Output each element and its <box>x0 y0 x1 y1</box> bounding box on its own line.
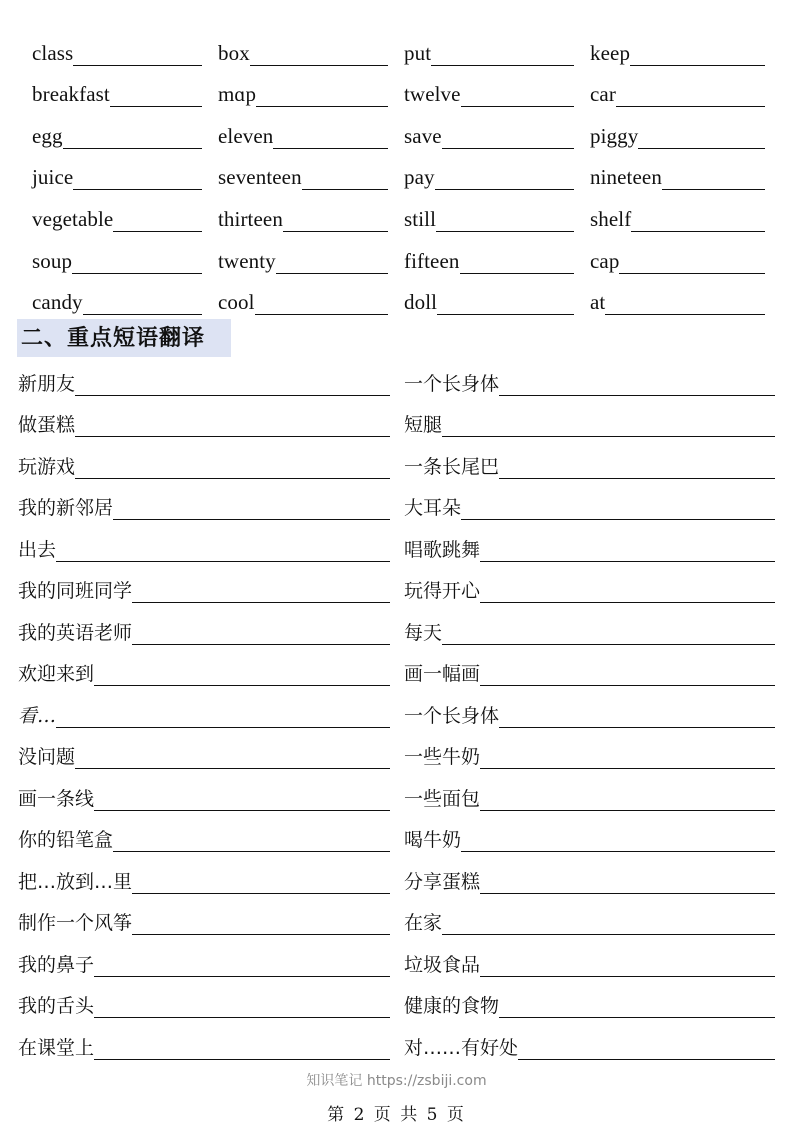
vocab-item <box>32 236 218 278</box>
phrase-item <box>18 568 404 610</box>
phrase-text: 画一幅画 <box>404 663 481 685</box>
vocab-word: piggy <box>590 123 639 148</box>
vocab-item <box>590 278 767 320</box>
phrase-item <box>404 1024 775 1066</box>
answer-blank <box>132 628 390 645</box>
vocab-word: put <box>404 40 432 65</box>
phrase-item <box>18 900 404 942</box>
answer-blank <box>616 88 765 107</box>
phrase-text: 制作一个风筝 <box>18 912 133 934</box>
phrase-text: 每天 <box>404 621 443 644</box>
vocab-word: seventeen <box>218 165 302 190</box>
phrase-item <box>404 609 775 651</box>
answer-blank <box>113 503 390 520</box>
answer-blank <box>480 960 775 977</box>
answer-blank <box>480 545 775 562</box>
phrase-item <box>404 692 775 734</box>
phrase-item <box>18 360 404 402</box>
phrase-text: 画一条线 <box>18 787 95 810</box>
vocab-item <box>218 70 404 112</box>
phrase-text: 我的鼻子 <box>18 953 95 976</box>
phrase-text: 新朋友 <box>18 372 76 395</box>
vocab-word: cap <box>590 248 620 273</box>
answer-blank <box>442 918 775 935</box>
page-number: 第 2 页 共 5 页 <box>327 1105 466 1125</box>
section-title: 二、重点短语翻译 <box>17 319 231 357</box>
vocab-word: thirteen <box>218 206 283 231</box>
answer-blank <box>662 171 765 190</box>
phrase-text: 玩得开心 <box>404 580 481 602</box>
answer-blank <box>110 88 202 107</box>
answer-blank <box>113 213 202 232</box>
vocab-item <box>404 236 590 278</box>
vocab-word: soup <box>32 248 73 273</box>
phrase-item <box>18 402 404 444</box>
vocab-item <box>404 278 590 320</box>
vocab-word: save <box>404 123 442 148</box>
phrase-text: 对……有好处 <box>404 1036 519 1059</box>
vocab-word: shelf <box>590 206 632 231</box>
phrase-text: 欢迎来到 <box>18 663 95 685</box>
vocab-word: eleven <box>218 123 274 148</box>
phrase-item <box>404 817 775 859</box>
answer-blank <box>480 586 775 603</box>
answer-blank <box>283 213 388 232</box>
phrase-item <box>18 734 404 776</box>
phrase-text: 一个长身体 <box>404 372 500 395</box>
answer-blank <box>442 130 574 149</box>
vocab-item <box>218 278 404 320</box>
phrase-item <box>18 817 404 859</box>
answer-blank <box>480 752 775 769</box>
phrase-text: 分享蛋糕 <box>404 870 481 893</box>
answer-blank <box>631 213 765 232</box>
vocab-word: cool <box>218 290 255 315</box>
vocab-word: fifteen <box>404 248 460 273</box>
answer-blank <box>56 711 390 728</box>
answer-blank <box>273 130 388 149</box>
answer-blank <box>75 752 390 769</box>
phrase-text: 喝牛奶 <box>404 829 462 851</box>
phrase-item <box>18 485 404 527</box>
vocab-item <box>218 236 404 278</box>
vocab-item <box>218 111 404 153</box>
vocab-item <box>404 70 590 112</box>
answer-blank <box>437 296 574 315</box>
vocab-item <box>590 28 767 70</box>
phrase-item <box>404 360 775 402</box>
vocab-item <box>218 153 404 195</box>
answer-blank <box>75 462 390 479</box>
vocab-word: nineteen <box>590 165 662 190</box>
vocab-word: breakfast <box>32 82 110 107</box>
vocab-word: vegetable <box>32 206 114 231</box>
phrase-text: 看… <box>18 704 57 727</box>
phrase-item <box>404 734 775 776</box>
phrase-item <box>18 983 404 1025</box>
answer-blank <box>113 835 390 852</box>
vocab-word: candy <box>32 290 83 315</box>
answer-blank <box>56 545 390 562</box>
vocab-item <box>32 153 218 195</box>
phrase-item <box>404 941 775 983</box>
answer-blank <box>480 669 775 686</box>
vocab-word: juice <box>32 165 74 190</box>
vocab-item <box>590 194 767 236</box>
vocab-word: car <box>590 82 616 107</box>
phrase-text: 玩游戏 <box>18 455 76 478</box>
phrase-item <box>404 526 775 568</box>
vocab-item <box>32 70 218 112</box>
phrase-item <box>18 941 404 983</box>
phrase-item <box>404 900 775 942</box>
vocab-item <box>590 153 767 195</box>
vocab-word: mɑp <box>218 82 257 107</box>
vocab-word: twelve <box>404 82 461 107</box>
phrase-item <box>18 1024 404 1066</box>
phrase-text: 做蛋糕 <box>18 414 76 436</box>
phrase-item <box>404 485 775 527</box>
phrase-text: 一个长身体 <box>404 704 500 727</box>
answer-blank <box>94 1043 390 1060</box>
phrase-item <box>404 858 775 900</box>
answer-blank <box>480 794 775 811</box>
watermark: 知识笔记 https://zsbiji.com <box>306 1073 487 1089</box>
phrase-item <box>404 568 775 610</box>
phrase-text: 一些牛奶 <box>404 746 481 768</box>
vocab-item <box>590 111 767 153</box>
phrase-text: 出去 <box>18 538 57 561</box>
answer-blank <box>499 462 775 479</box>
answer-blank <box>132 918 390 935</box>
answer-blank <box>499 711 775 728</box>
answer-blank <box>499 1001 775 1018</box>
phrase-text: 我的同班同学 <box>18 580 133 602</box>
phrase-text: 在课堂上 <box>18 1036 95 1059</box>
phrase-grid <box>18 360 775 1066</box>
answer-blank <box>255 296 388 315</box>
phrase-text: 一条长尾巴 <box>404 455 500 478</box>
vocab-item <box>32 278 218 320</box>
answer-blank <box>75 420 390 437</box>
phrase-text: 垃圾食品 <box>404 953 481 976</box>
answer-blank <box>435 171 574 190</box>
answer-blank <box>63 130 202 149</box>
vocab-item <box>404 194 590 236</box>
vocab-word: class <box>32 40 74 65</box>
answer-blank <box>442 420 775 437</box>
vocab-word: still <box>404 206 437 231</box>
vocab-word: keep <box>590 40 631 65</box>
phrase-item <box>18 858 404 900</box>
answer-blank <box>73 47 202 66</box>
answer-blank <box>256 88 388 107</box>
vocab-item <box>404 28 590 70</box>
phrase-text: 把…放到…里 <box>18 870 133 893</box>
phrase-text: 一些面包 <box>404 787 481 810</box>
phrase-text: 健康的食物 <box>404 995 500 1017</box>
vocab-item <box>218 194 404 236</box>
answer-blank <box>630 47 765 66</box>
vocab-word: egg <box>32 123 63 148</box>
phrase-text: 我的新邻居 <box>18 497 114 519</box>
phrase-text: 在家 <box>404 912 443 934</box>
phrase-item <box>18 443 404 485</box>
answer-blank <box>276 255 388 274</box>
answer-blank <box>75 379 390 396</box>
answer-blank <box>94 1001 390 1018</box>
answer-blank <box>132 586 390 603</box>
answer-blank <box>83 296 202 315</box>
phrase-text: 大耳朵 <box>404 497 462 519</box>
answer-blank <box>619 255 765 274</box>
answer-blank <box>499 379 775 396</box>
vocab-word: at <box>590 290 606 315</box>
answer-blank <box>638 130 765 149</box>
phrase-item <box>404 443 775 485</box>
phrase-text: 我的舌头 <box>18 995 95 1017</box>
answer-blank <box>72 255 202 274</box>
vocab-item <box>32 28 218 70</box>
vocab-word: pay <box>404 165 435 190</box>
vocab-item <box>404 153 590 195</box>
vocab-word: twenty <box>218 248 276 273</box>
phrase-item <box>404 775 775 817</box>
phrase-item <box>404 402 775 444</box>
answer-blank <box>461 88 574 107</box>
vocab-word: box <box>218 40 250 65</box>
vocab-item <box>218 28 404 70</box>
phrase-item <box>18 526 404 568</box>
vocab-word: doll <box>404 290 438 315</box>
answer-blank <box>461 835 775 852</box>
answer-blank <box>461 503 775 520</box>
answer-blank <box>132 877 390 894</box>
answer-blank <box>94 960 390 977</box>
phrase-item <box>18 609 404 651</box>
answer-blank <box>94 794 390 811</box>
phrase-item <box>18 692 404 734</box>
phrase-item <box>404 651 775 693</box>
vocabulary-grid <box>32 28 767 319</box>
answer-blank <box>480 877 775 894</box>
phrase-item <box>18 651 404 693</box>
vocab-item <box>404 111 590 153</box>
answer-blank <box>94 669 390 686</box>
vocab-item <box>32 194 218 236</box>
phrase-item <box>18 775 404 817</box>
answer-blank <box>442 628 775 645</box>
answer-blank <box>302 171 388 190</box>
vocab-item <box>590 70 767 112</box>
answer-blank <box>436 213 574 232</box>
vocab-item <box>590 236 767 278</box>
phrase-text: 我的英语老师 <box>18 621 133 644</box>
phrase-text: 唱歌跳舞 <box>404 538 481 561</box>
answer-blank <box>460 255 575 274</box>
answer-blank <box>250 47 388 66</box>
answer-blank <box>431 47 574 66</box>
phrase-text: 没问题 <box>18 746 76 768</box>
phrase-item <box>404 983 775 1025</box>
phrase-text: 短腿 <box>404 414 443 436</box>
answer-blank <box>518 1043 775 1060</box>
vocab-item <box>32 111 218 153</box>
answer-blank <box>605 296 765 315</box>
answer-blank <box>73 171 202 190</box>
phrase-text: 你的铅笔盒 <box>18 829 114 851</box>
